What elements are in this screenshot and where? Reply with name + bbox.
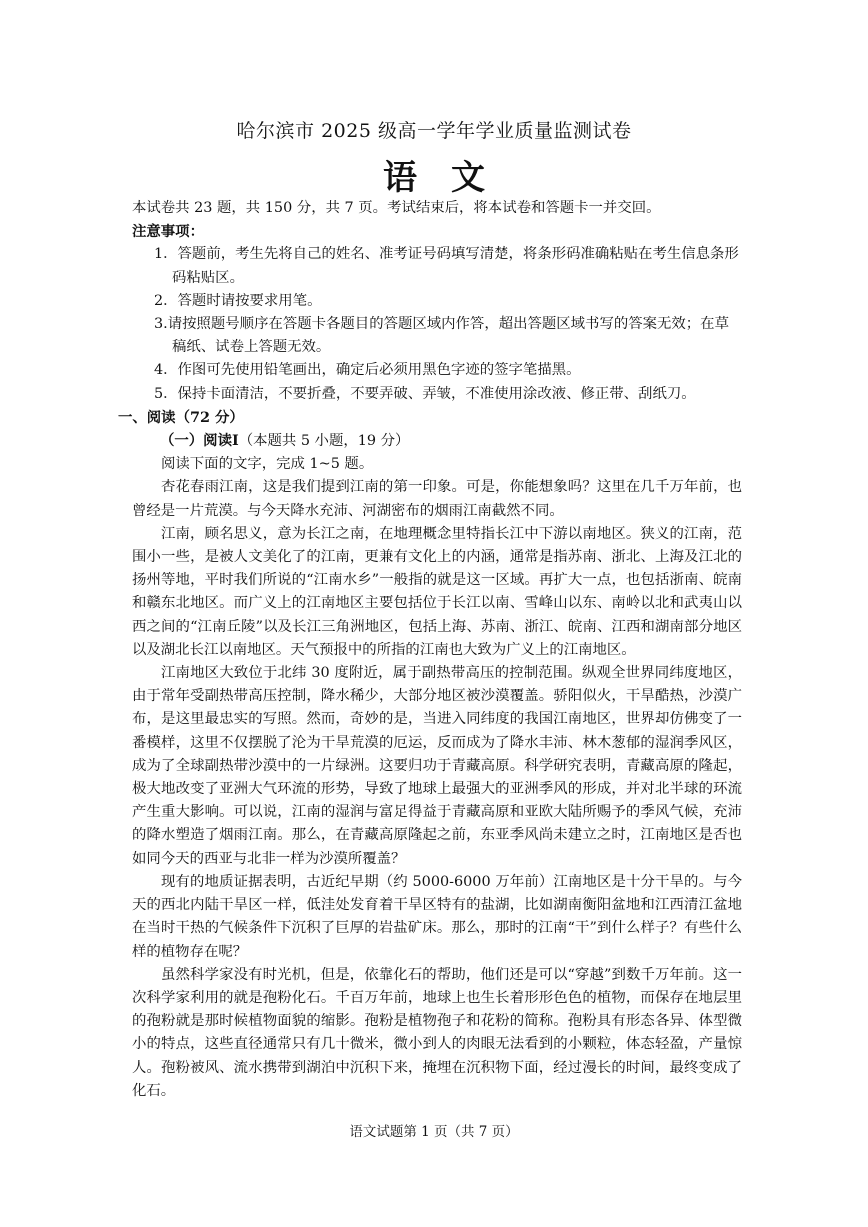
section-heading: 一、阅读（72 分） [118,408,244,426]
notice-item: 3.请按照题号顺序在答题卡各题目的答题区域内作答，超出答题区域书写的答案无效；在草稿纸、试卷上答题无效。 [154,316,729,356]
notice-item: 2．答题时请按要求用笔。 [154,292,322,309]
subheading-detail: （本题共 5 小题，19 分） [238,433,410,450]
exam-content [118,197,742,1103]
passage-paragraph: 现有的地质证据表明，古近纪早期（约 5000-6000 万年前）江南地区是十分干旱的。与今天的西北内陆干旱区一样，低洼处发育着干旱区特有的盐湖，比如湖南衡阳盆地和江西清江盆地在当时干热的气候条件下沉积了巨厚的岩盐矿床。那么，那时的江南“干”到什么样子？有些什么样的植物存在呢？ [132,873,742,960]
passage-paragraph: 江南地区大致位于北纬 30 度附近，属于副热带高压的控制范围。纵观全世界同纬度地区，由于常年受副热带高压控制，降水稀少，大部分地区被沙漠覆盖。骄阳似火，干旱酷热，沙漠广布，是这里最忠实的写照。然而，奇妙的是，当进入同纬度的我国江南地区，世界却仿佛变了一番模样，这里不仅摆脱了沦为干旱荒漠的厄运，反而成为了降水丰沛、林木葱郁的湿润季风区，成为了全球副热带沙漠中的一片绿洲。这要归功于青藏高原。科学研究表明，青藏高原的隆起，极大地改变了亚洲大气环流的形势，导致了地球上最强大的亚洲季风的形成，并对北半球的环流产生重大影响。可以说，江南的湿润与富足得益于青藏高原和亚欧大陆所赐予的季风气候，充沛的降水塑造了烟雨江南。那么，在青藏高原隆起之前，东亚季风尚未建立之时，江南地区是否也如同今天的西亚与北非一样为沙漠所覆盖？ [132,665,742,867]
reading-instruction: 阅读下面的文字，完成 1~5 题。 [161,456,374,473]
subject-title: 语文 [383,158,519,198]
passage-paragraph: 江南，顾名思义，意为长江之南，在地理概念里特指长江中下游以南地区。狭义的江南，范围小一些，是被人文美化了的江南，更兼有文化上的内涵，通常是指苏南、浙北、上海及江北的扬州等地，平时我们所说的“江南水乡”一般指的就是这一区域。再扩大一点，也包括浙南、皖南和赣东北地区。而广义上的江南地区主要包括位于长江以南、雪峰山以东、南岭以北和武夷山以西之间的“江南丘陵”以及长江三角洲地区，包括上海、苏南、浙江、皖南、江西和湖南部分地区以及湖北长江以南地区。天气预报中的所指的江南也大致为广义上的江南地区。 [132,525,742,658]
subheading-label: （一）阅读Ⅰ [160,432,239,450]
notice-item: 4．作图可先使用铅笔画出，确定后必须用黑色字迹的签字笔描黑。 [154,362,581,379]
passage-paragraph: 虽然科学家没有时光机，但是，依靠化石的帮助，他们还是可以“穿越”到数千万年前。这一次科学家利用的就是孢粉化石。千百万年前，地球上也生长着形形色色的植物，而保存在地层里的孢粉就是那时候植物面貌的缩影。孢粉是植物孢子和花粉的简称。孢粉具有形态各异、体型微小的特点，这些直径通常只有几十微米，微小到人的肉眼无法看到的小颗粒，体态轻盈，产量惊人。孢粉被风、流水携带到湖泊中沉积下来，掩埋在沉积物下面，经过漫长的时间，最终变成了化石。 [132,966,742,1099]
page-footer: 语文试题第 1 页（共 7 页） [349,1124,519,1140]
section-subheading [132,429,742,453]
exam-title: 哈尔滨市 2025 级高一学年学业质量监测试卷 [236,120,632,142]
notice-item: 1．答题前，考生先将自己的姓名、准考证号码填写清楚，将条形码准确粘贴在考生信息条形码粘贴区。 [154,246,739,286]
intro-text: 本试卷共 23 题，共 150 分，共 7 页。考试结束后，将本试卷和答题卡一并交回。 [132,200,661,216]
notice-item: 5．保持卡面清洁，不要折叠，不要弄破、弄皱，不准使用涂改液、修正带、刮纸刀。 [154,385,696,402]
notice-label: 注意事项： [132,223,204,241]
passage-paragraph: 杏花春雨江南，这是我们提到江南的第一印象。可是，你能想象吗？这里在几千万年前，也曾经是一片荒漠。与今天降水充沛、河湖密布的烟雨江南截然不同。 [132,479,742,519]
